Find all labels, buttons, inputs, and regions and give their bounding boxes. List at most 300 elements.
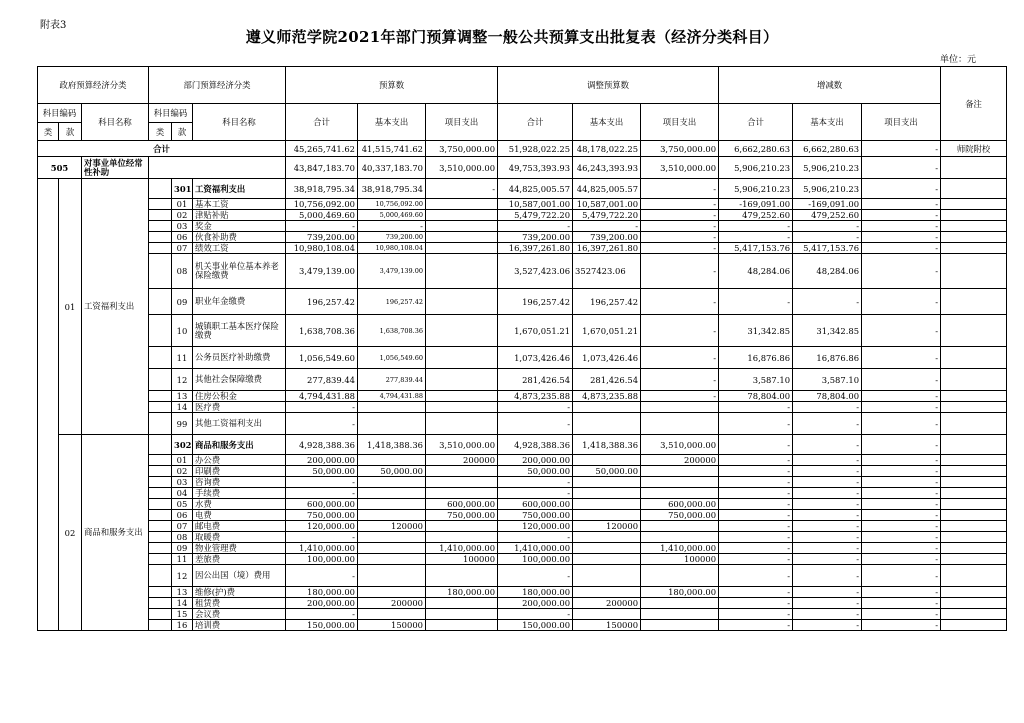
cell: 1,410,000.00 — [498, 543, 573, 554]
cell: - — [862, 455, 941, 466]
cell: - — [719, 466, 793, 477]
cell: 1,418,388.36 — [358, 435, 426, 455]
cell — [641, 565, 719, 587]
cell: - — [286, 477, 358, 488]
table-row — [38, 221, 1007, 232]
cell: 180,000.00 — [286, 587, 358, 598]
cell — [573, 402, 641, 413]
cell: 1,410,000.00 — [641, 543, 719, 554]
cell: 50,000.00 — [358, 466, 426, 477]
cell: - — [793, 510, 862, 521]
cell: 3,510,000.00 — [426, 435, 498, 455]
item-code: 13 — [172, 391, 193, 402]
cell — [573, 499, 641, 510]
cell: - — [793, 289, 862, 315]
item-code: 12 — [172, 565, 193, 587]
cell — [641, 413, 719, 435]
cell: 1,638,708.36 — [286, 315, 358, 347]
table-row — [38, 369, 1007, 391]
cell: 3,527,423.06 — [498, 254, 573, 289]
cell — [573, 488, 641, 499]
cell: 196,257.42 — [358, 289, 426, 315]
cell — [426, 598, 498, 609]
item-code: 11 — [172, 347, 193, 369]
item-name: 印刷费 — [193, 466, 286, 477]
cell: - — [793, 488, 862, 499]
cell — [573, 565, 641, 587]
cell: 600,000.00 — [498, 499, 573, 510]
header-gov-lei: 类 — [38, 123, 59, 141]
remark-cell — [941, 289, 1007, 315]
item-code: 07 — [172, 243, 193, 254]
remark-cell — [941, 455, 1007, 466]
cell — [573, 477, 641, 488]
cell: - — [862, 369, 941, 391]
cell — [358, 565, 426, 587]
item-name: 物业管理费 — [193, 543, 286, 554]
cell: 46,243,393.93 — [573, 157, 641, 179]
cell: 45,265,741.62 — [286, 141, 358, 157]
cell: - — [862, 199, 941, 210]
kuan-code: 02 — [59, 435, 82, 631]
item-code: 06 — [172, 232, 193, 243]
cell: 49,753,393.93 — [498, 157, 573, 179]
cell: 44,825,005.57 — [498, 179, 573, 199]
cell — [573, 413, 641, 435]
cell: 1,073,426.46 — [498, 347, 573, 369]
cell: - — [862, 347, 941, 369]
cell — [149, 157, 286, 179]
cell: 16,876.86 — [793, 347, 862, 369]
total-label: 合计 — [38, 141, 286, 157]
cell: 3,479,139.00 — [358, 254, 426, 289]
cell: 739,200.00 — [573, 232, 641, 243]
cell — [426, 243, 498, 254]
item-name: 城镇职工基本医疗保险缴费 — [193, 315, 286, 347]
cell: - — [719, 477, 793, 488]
cell — [358, 499, 426, 510]
cell: - — [719, 521, 793, 532]
cell: 750,000.00 — [641, 510, 719, 521]
dept-lei-blank — [149, 598, 172, 609]
remark-cell — [941, 554, 1007, 565]
cell: 739,200.00 — [358, 232, 426, 243]
cell: 505 — [38, 157, 82, 179]
cell: 10,980,108.04 — [358, 243, 426, 254]
cell — [426, 402, 498, 413]
cell — [426, 369, 498, 391]
item-name: 培训费 — [193, 620, 286, 631]
table-row — [38, 598, 1007, 609]
dept-lei-blank — [149, 455, 172, 466]
cell: - — [641, 391, 719, 402]
cell: - — [286, 609, 358, 620]
table-row — [38, 413, 1007, 435]
cell: - — [862, 402, 941, 413]
cell: 5,000,469.60 — [286, 210, 358, 221]
dept-lei-blank — [149, 347, 172, 369]
cell: - — [286, 532, 358, 543]
cell: 6,662,280.63 — [793, 141, 862, 157]
cell: 4,873,235.88 — [573, 391, 641, 402]
dept-lei-blank — [149, 565, 172, 587]
cell: - — [862, 391, 941, 402]
cell: - — [719, 499, 793, 510]
cell: - — [862, 221, 941, 232]
remark-cell — [941, 488, 1007, 499]
cell: 1,056,549.60 — [286, 347, 358, 369]
table-row — [38, 620, 1007, 631]
table-row — [38, 554, 1007, 565]
dept-lei-blank — [149, 232, 172, 243]
cell: - — [719, 620, 793, 631]
cell: 100000 — [641, 554, 719, 565]
cell: - — [719, 413, 793, 435]
remark-cell — [941, 210, 1007, 221]
total-remark: 师院附校 — [941, 141, 1007, 157]
header-gov-code: 科目编码 — [38, 104, 82, 123]
remark-cell — [941, 413, 1007, 435]
item-name: 其他社会保障缴费 — [193, 369, 286, 391]
dept-lei-blank — [149, 435, 172, 455]
cell: - — [862, 210, 941, 221]
cell: - — [793, 435, 862, 455]
item-name: 咨询费 — [193, 477, 286, 488]
cell: 3,587.10 — [793, 369, 862, 391]
dept-lei-blank — [149, 543, 172, 554]
item-code: 09 — [172, 289, 193, 315]
table-row — [38, 289, 1007, 315]
item-code: 15 — [172, 609, 193, 620]
cell: 180,000.00 — [641, 587, 719, 598]
cell: - — [862, 157, 941, 179]
cell: - — [862, 510, 941, 521]
table-row — [38, 455, 1007, 466]
cell: 1,073,426.46 — [573, 347, 641, 369]
cell: 3,750,000.00 — [426, 141, 498, 157]
cell: - — [719, 289, 793, 315]
dept-lei-blank — [149, 510, 172, 521]
cell: - — [719, 532, 793, 543]
cell: - — [719, 488, 793, 499]
remark-cell — [941, 466, 1007, 477]
cell: 120,000.00 — [498, 521, 573, 532]
dept-lei-blank — [149, 210, 172, 221]
item-name: 其他工资福利支出 — [193, 413, 286, 435]
cell: 739,200.00 — [498, 232, 573, 243]
header-dept-name: 科目名称 — [193, 104, 286, 141]
cell: - — [862, 543, 941, 554]
cell — [641, 620, 719, 631]
kuan-code: 01 — [59, 179, 82, 435]
table-row — [38, 609, 1007, 620]
item-code: 14 — [172, 402, 193, 413]
cell: 5,906,210.23 — [719, 179, 793, 199]
item-name: 取暖费 — [193, 532, 286, 543]
cell: 1,410,000.00 — [426, 543, 498, 554]
table-row — [38, 391, 1007, 402]
cell: 3,510,000.00 — [426, 157, 498, 179]
cell: 200000 — [358, 598, 426, 609]
cell: 50,000.00 — [286, 466, 358, 477]
cell: 200000 — [573, 598, 641, 609]
cell: - — [719, 609, 793, 620]
cell: - — [719, 598, 793, 609]
header-chg-basic: 基本支出 — [793, 104, 862, 141]
cell — [426, 413, 498, 435]
dept-lei-blank — [149, 587, 172, 598]
table-body — [38, 141, 1007, 631]
item-name: 手续费 — [193, 488, 286, 499]
cell — [641, 609, 719, 620]
cell — [358, 510, 426, 521]
cell: - — [793, 221, 862, 232]
cell: 4,928,388.36 — [498, 435, 573, 455]
dept-name: 商品和服务支出 — [193, 435, 286, 455]
cell: - — [862, 598, 941, 609]
cell — [426, 391, 498, 402]
cell: - — [358, 221, 426, 232]
remark-cell — [941, 565, 1007, 587]
cell: 180,000.00 — [426, 587, 498, 598]
cell: - — [862, 413, 941, 435]
cell: 6,662,280.63 — [719, 141, 793, 157]
remark-cell — [941, 510, 1007, 521]
cell: 1,056,549.60 — [358, 347, 426, 369]
cell: 196,257.42 — [286, 289, 358, 315]
cell: 31,342.85 — [793, 315, 862, 347]
table-row — [38, 466, 1007, 477]
cell: 4,794,431.88 — [286, 391, 358, 402]
cell: - — [862, 315, 941, 347]
item-code: 03 — [172, 221, 193, 232]
cell: - — [862, 554, 941, 565]
item-code: 09 — [172, 543, 193, 554]
cell — [641, 521, 719, 532]
header-budget-basic: 基本支出 — [358, 104, 426, 141]
table-row — [38, 315, 1007, 347]
cell: - — [719, 510, 793, 521]
header-chg-project: 项目支出 — [862, 104, 941, 141]
cell: 38,918,795.34 — [358, 179, 426, 199]
cell: - — [498, 565, 573, 587]
dept-lei-blank — [149, 466, 172, 477]
dept-lei-blank — [149, 499, 172, 510]
cell: 180,000.00 — [498, 587, 573, 598]
dept-code: 301 — [172, 179, 193, 199]
cell: 100,000.00 — [286, 554, 358, 565]
cell — [358, 455, 426, 466]
cell — [358, 402, 426, 413]
item-name: 住房公积金 — [193, 391, 286, 402]
cell: - — [862, 435, 941, 455]
cell: 78,804.00 — [793, 391, 862, 402]
item-name: 因公出国（境）费用 — [193, 565, 286, 587]
cell: - — [641, 315, 719, 347]
kuan-name: 工资福利支出 — [82, 179, 149, 435]
dept-lei-blank — [149, 179, 172, 199]
item-name: 奖金 — [193, 221, 286, 232]
cell: 100000 — [426, 554, 498, 565]
cell: 10,980,108.04 — [286, 243, 358, 254]
cell — [573, 587, 641, 598]
cell: - — [862, 532, 941, 543]
remark-cell — [941, 620, 1007, 631]
item-name: 绩效工资 — [193, 243, 286, 254]
table-row — [38, 587, 1007, 598]
cell: 4,928,388.36 — [286, 435, 358, 455]
item-code: 08 — [172, 532, 193, 543]
remark-cell — [941, 369, 1007, 391]
remark-cell — [941, 598, 1007, 609]
cell: 196,257.42 — [573, 289, 641, 315]
cell: 48,178,022.25 — [573, 141, 641, 157]
cell: 5,479,722.20 — [498, 210, 573, 221]
remark-cell — [941, 587, 1007, 598]
remark-cell — [941, 477, 1007, 488]
dept-lei-blank — [149, 391, 172, 402]
item-name: 水费 — [193, 499, 286, 510]
cell: 50,000.00 — [498, 466, 573, 477]
cell: - — [793, 609, 862, 620]
item-name: 伙食补助费 — [193, 232, 286, 243]
item-name: 机关事业单位基本养老保险缴费 — [193, 254, 286, 289]
lei-spacer — [38, 179, 59, 631]
table-row — [38, 532, 1007, 543]
cell: - — [793, 499, 862, 510]
dept-lei-blank — [149, 254, 172, 289]
cell: - — [862, 609, 941, 620]
header-budget: 预算数 — [286, 67, 498, 104]
cell: - — [862, 499, 941, 510]
cell: - — [641, 221, 719, 232]
cell — [426, 199, 498, 210]
cell: - — [498, 221, 573, 232]
cell: 750,000.00 — [286, 510, 358, 521]
cell: 38,918,795.34 — [286, 179, 358, 199]
cell: - — [719, 587, 793, 598]
cell: - — [793, 477, 862, 488]
cell: - — [862, 243, 941, 254]
cell — [426, 488, 498, 499]
cell — [426, 532, 498, 543]
cell: 3527423.06 — [573, 254, 641, 289]
cell: 50,000.00 — [573, 466, 641, 477]
cell: - — [862, 179, 941, 199]
cell: 16,397,261.80 — [498, 243, 573, 254]
cell: 5,906,210.23 — [719, 157, 793, 179]
page-title: 遵义师范学院2021年部门预算调整一般公共预算支出批复表（经济分类科目） — [245, 28, 779, 46]
cell: 200,000.00 — [286, 598, 358, 609]
dept-lei-blank — [149, 289, 172, 315]
budget-table — [37, 66, 1007, 631]
cell — [426, 315, 498, 347]
cell: 120000 — [573, 521, 641, 532]
table-row — [38, 232, 1007, 243]
cell: 600,000.00 — [286, 499, 358, 510]
header-adj-project: 项目支出 — [641, 104, 719, 141]
cell: 3,479,139.00 — [286, 254, 358, 289]
table-row — [38, 243, 1007, 254]
cell: - — [862, 232, 941, 243]
cell — [358, 532, 426, 543]
remark-cell — [941, 221, 1007, 232]
item-name: 差旅费 — [193, 554, 286, 565]
cell: - — [862, 141, 941, 157]
cell: 48,284.06 — [719, 254, 793, 289]
cell — [426, 466, 498, 477]
dept-lei-blank — [149, 488, 172, 499]
cell: 4,794,431.88 — [358, 391, 426, 402]
cell: - — [498, 532, 573, 543]
group-header-row — [38, 435, 1007, 455]
cell: - — [719, 232, 793, 243]
cell: - — [719, 543, 793, 554]
header-dept-code: 科目编码 — [149, 104, 193, 123]
item-code: 14 — [172, 598, 193, 609]
cell: 200000 — [426, 455, 498, 466]
cell: - — [719, 455, 793, 466]
remark-cell — [941, 199, 1007, 210]
cell: - — [793, 466, 862, 477]
cell: 750,000.00 — [426, 510, 498, 521]
cell: 479,252.60 — [719, 210, 793, 221]
cell — [426, 477, 498, 488]
cell: - — [719, 435, 793, 455]
cell: - — [793, 598, 862, 609]
cell: - — [719, 402, 793, 413]
cell — [426, 609, 498, 620]
cell: - — [793, 532, 862, 543]
cell — [358, 587, 426, 598]
item-code: 11 — [172, 554, 193, 565]
cell — [358, 609, 426, 620]
cell: 3,750,000.00 — [641, 141, 719, 157]
cell: -169,091.00 — [793, 199, 862, 210]
dept-lei-blank — [149, 521, 172, 532]
cell — [426, 254, 498, 289]
item-code: 01 — [172, 199, 193, 210]
cell: 200,000.00 — [498, 598, 573, 609]
cell: 1,418,388.36 — [573, 435, 641, 455]
header-gov-kuan: 款 — [59, 123, 82, 141]
item-code: 01 — [172, 455, 193, 466]
cell: 5,906,210.23 — [793, 179, 862, 199]
cell: - — [793, 455, 862, 466]
table-row — [38, 347, 1007, 369]
cell: - — [286, 402, 358, 413]
cell — [426, 521, 498, 532]
item-code: 99 — [172, 413, 193, 435]
cell: - — [641, 369, 719, 391]
remark-cell — [941, 232, 1007, 243]
dept-name: 工资福利支出 — [193, 179, 286, 199]
cell — [641, 477, 719, 488]
cell: 48,284.06 — [793, 254, 862, 289]
header-dept-lei: 类 — [149, 123, 172, 141]
header-budget-total: 合计 — [286, 104, 358, 141]
cell: - — [498, 402, 573, 413]
cell: 120,000.00 — [286, 521, 358, 532]
table-row — [38, 477, 1007, 488]
cell: 150000 — [358, 620, 426, 631]
item-code: 05 — [172, 499, 193, 510]
item-name: 职业年金缴费 — [193, 289, 286, 315]
cell: 5,906,210.23 — [793, 157, 862, 179]
remark-cell — [941, 179, 1007, 199]
row-505 — [38, 157, 1007, 179]
cell: - — [286, 221, 358, 232]
